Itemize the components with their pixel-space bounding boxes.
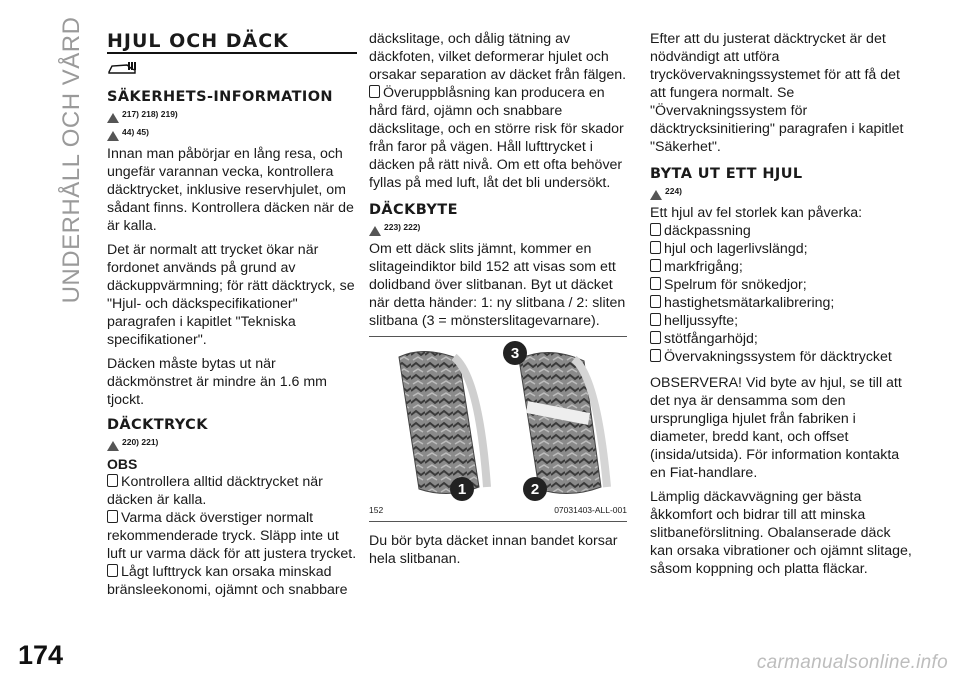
bullet-item: Överuppblåsning kan producera en hård färd, ojämn och snabbare däckslitage, och en större risk för skador från faror på vägen. Håll lufttrycket i däcken på rätt nivå. Om ett ofta behöver fyllas på med luft, låt det bli undersökt. — [369, 85, 624, 191]
paragraph: däckslitage, och dålig tätning av däckfoten, vilket deformerar hjulet och orsakar separation av däcket från fälgen. — [369, 31, 627, 83]
bullet-icon — [650, 349, 661, 362]
figure-number: 152 — [369, 505, 384, 515]
bullet-icon — [650, 241, 661, 254]
bullet-icon — [650, 259, 661, 272]
column-1 — [107, 30, 357, 599]
warning-triangle-icon — [107, 113, 119, 123]
column-3 — [650, 30, 912, 584]
paragraph: Innan man påbörjar en lång resa, och ungefär varannan vecka, kontrollera däcktrycket, inklusive reservhjulet, om sådant finns. Kontrollera däcken när de är kalla. — [107, 146, 354, 234]
caution-ref: 44) 45) — [107, 127, 357, 141]
callout-1: 1 — [457, 481, 467, 498]
list-item: stötfångarhöjd; — [650, 330, 912, 348]
paragraph: Det är normalt att trycket ökar när fordonet används på grund av däckuppvärmning; för rätt däcktryck, se "Hjul- och däckspecifikationer" paragrafen i kapitlet "Tekniska specifikationer". — [107, 242, 355, 348]
bullet-icon — [650, 331, 661, 344]
caution-triangle-icon — [107, 131, 119, 141]
paragraph: Lämplig däckavvägning ger bästa åkkomfort och bidrar till att minska slitbaneförslitning. Obalanserade däck kan orsaka vibrationer och ojämnt slitage, såsom koppning och platta fläckar. — [650, 489, 912, 577]
column-2 — [369, 30, 629, 574]
chapter-side-title: UNDERHÅLL OCH VÅRD — [58, 16, 85, 304]
list-item: däckpassning — [650, 222, 912, 240]
tire-pressure-heading: DÄCKTRYCK — [107, 417, 208, 433]
list-item: Övervakningssystem för däcktrycket — [650, 348, 912, 366]
list-item: helljussyfte; — [650, 312, 912, 330]
warning-triangle-icon — [650, 190, 662, 200]
tread-wear-figure — [369, 336, 627, 522]
bullet-icon — [107, 564, 118, 577]
worn-tire — [519, 352, 607, 493]
paragraph: Däcken måste bytas ut när däckmönstret är mindre än 1.6 mm tjockt. — [107, 356, 327, 408]
figure-code: 07031403-ALL-001 — [554, 505, 627, 515]
warning-ref: 220) 221) — [107, 437, 357, 451]
safety-info-heading: SÄKERHETS-INFORMATION — [107, 89, 333, 105]
bullet-item: Lågt lufttryck kan orsaka minskad bränsleekonomi, ojämnt och snabbare — [107, 564, 348, 598]
list-item: hjul och lagerlivslängd; — [650, 240, 912, 258]
figure-caption — [369, 501, 627, 519]
list-item: markfrigång; — [650, 258, 912, 276]
paragraph: Om ett däck slits jämnt, kommer en slitageindiktor bild 152 att visas som ett dolidband över slitbanan. Byt ut däcket när detta händer: 1: ny slitbana / 2: sliten slitbana (3 = mönsterslitagevarnare). — [369, 241, 626, 329]
bullet-item: Varma däck överstiger normalt rekommenderade tryck. Släpp inte ut luft ur varma däck för att justera trycket. — [107, 510, 357, 562]
tire-change-heading: DÄCKBYTE — [369, 202, 458, 218]
list-item: hastighetsmätarkalibrering; — [650, 294, 912, 312]
watermark: carmanualsonline.info — [756, 652, 948, 673]
paragraph: Du bör byta däcket innan bandet korsar hela slitbanan. — [369, 533, 618, 567]
bullet-item: Kontrollera alltid däcktrycket när däcken är kalla. — [107, 474, 323, 508]
warning-ref: 223) 222) — [369, 222, 629, 236]
bullet-icon — [107, 474, 118, 487]
paragraph: OBSERVERA! Vid byte av hjul, se till att det nya är densamma som den ursprungliga hjulet från fabriken i diameter, bredd kant, och offset (insida/utsida). För information kontakta en Fiat-handlare. — [650, 375, 902, 481]
warning-ref: 217) 218) 219) — [107, 109, 357, 123]
page-number: 174 — [18, 640, 64, 670]
paragraph: Ett hjul av fel storlek kan påverka: — [650, 205, 863, 221]
new-tire — [399, 351, 487, 493]
callout-2: 2 — [530, 481, 540, 498]
callout-3: 3 — [510, 345, 520, 362]
warning-ref: 224) — [650, 186, 912, 200]
car-icon — [107, 60, 357, 81]
list-item: Spelrum för snökedjor; — [650, 276, 912, 294]
wheel-change-heading: BYTA UT ETT HJUL — [650, 166, 803, 182]
bullet-icon — [369, 85, 380, 98]
obs-label: OBS — [107, 456, 138, 472]
paragraph: Efter att du justerat däcktrycket är det nödvändigt att utföra tryckövervakningssystemet för att få det att fungera normalt. Se "Övervakningssystem för däcktrycksinitiering" paragrafen i kapitlet "Säkerhet". — [650, 31, 904, 155]
warning-triangle-icon — [107, 441, 119, 451]
bullet-icon — [650, 295, 661, 308]
tire-tread-illustration — [369, 337, 627, 507]
bullet-icon — [107, 510, 118, 523]
bullet-icon — [650, 223, 661, 236]
section-title: HJUL OCH DÄCK — [107, 32, 357, 54]
warning-triangle-icon — [369, 226, 381, 236]
bullet-icon — [650, 313, 661, 326]
bullet-icon — [650, 277, 661, 290]
